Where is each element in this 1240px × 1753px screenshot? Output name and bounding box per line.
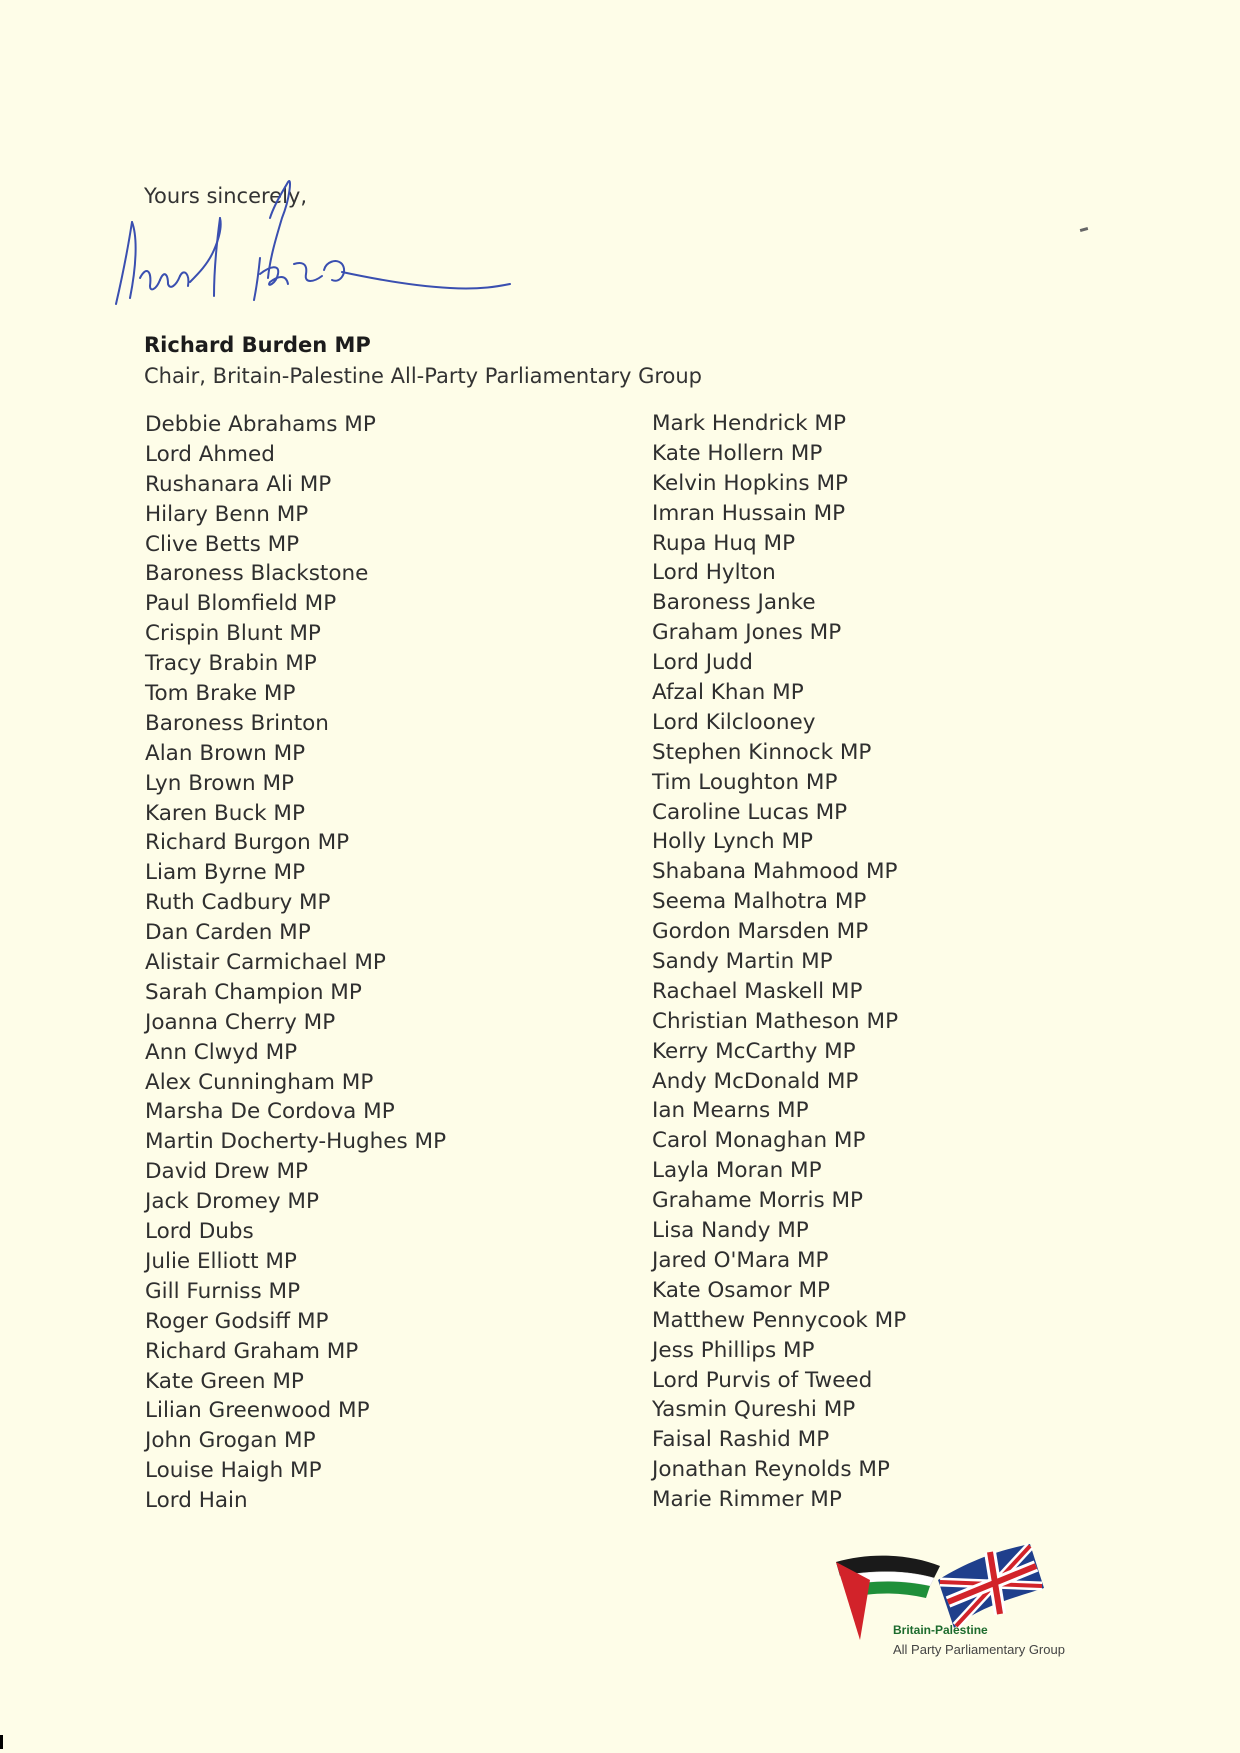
signatory-name: Paul Blomfield MP — [145, 591, 337, 617]
signatory-name: Roger Godsiff MP — [145, 1308, 329, 1334]
signatory-name: Karen Buck MP — [145, 800, 305, 826]
signatory-name: Imran Hussain MP — [652, 500, 846, 526]
signatory-name: Holly Lynch MP — [652, 829, 813, 855]
union-flag — [938, 1544, 1044, 1628]
signatory-name: Kelvin Hopkins MP — [652, 470, 848, 496]
signatory-name: Kate Hollern MP — [652, 440, 823, 466]
signatory-name: Kerry McCarthy MP — [652, 1038, 856, 1064]
signatory-name: Rushanara Ali MP — [145, 471, 332, 497]
signatory-name: Stephen Kinnock MP — [652, 739, 872, 765]
signatory-name: Carol Monaghan MP — [652, 1128, 866, 1154]
signatory-name: Crispin Blunt MP — [145, 621, 321, 647]
logo-subtitle: All Party Parliamentary Group — [893, 1642, 1065, 1657]
signatory-name: Lord Ahmed — [145, 441, 275, 467]
signatory-name: Tim Loughton MP — [652, 769, 838, 795]
signatory-name: Mark Hendrick MP — [652, 411, 846, 436]
signatory-name: Marie Rimmer MP — [652, 1487, 842, 1513]
signatories-left-column — [145, 410, 446, 1516]
signer-name: Richard Burden MP — [144, 333, 371, 357]
signatory-name: Lord Purvis of Tweed — [652, 1367, 873, 1393]
signatory-name: Tracy Brabin MP — [145, 651, 317, 677]
signatory-name: Andy McDonald MP — [652, 1068, 859, 1094]
signatory-name: Shabana Mahmood MP — [652, 859, 898, 885]
signatory-name: Christian Matheson MP — [652, 1008, 899, 1034]
handwritten-signature — [110, 178, 550, 338]
signatory-name: Lord Judd — [652, 650, 753, 676]
signatories-right-column — [652, 409, 906, 1515]
signatory-name: Louise Haigh MP — [145, 1458, 322, 1484]
signatory-name: Joanna Cherry MP — [145, 1009, 336, 1035]
signatory-name: Gordon Marsden MP — [652, 919, 869, 945]
signatory-name: Richard Burgon MP — [145, 830, 350, 856]
signatory-name: Julie Elliott MP — [145, 1248, 297, 1274]
signatory-name: Debbie Abrahams MP — [145, 412, 376, 437]
signatory-name: Sarah Champion MP — [145, 979, 362, 1005]
signatory-name: Alan Brown MP — [145, 740, 306, 766]
signatory-name: Jonathan Reynolds MP — [652, 1457, 890, 1483]
signatory-name: Tom Brake MP — [145, 681, 296, 707]
signatory-name: Lyn Brown MP — [145, 770, 295, 796]
signatory-name: Kate Green MP — [145, 1368, 304, 1394]
signatory-name: Ruth Cadbury MP — [145, 890, 331, 916]
signatory-name: Seema Malhotra MP — [652, 889, 867, 915]
signer-role: Chair, Britain-Palestine All-Party Parliamentary Group — [144, 364, 703, 388]
signatory-name: Lisa Nandy MP — [652, 1218, 809, 1244]
signatory-name: Alistair Carmichael MP — [145, 950, 386, 976]
closing-text: Yours sincerely, — [144, 184, 308, 208]
signatory-name: Rupa Huq MP — [652, 530, 796, 556]
signatory-name: Martin Docherty-Hughes MP — [145, 1129, 447, 1155]
signatory-name: Hilary Benn MP — [145, 501, 309, 527]
signatory-name: Clive Betts MP — [145, 531, 300, 557]
signatory-name: Marsha De Cordova MP — [145, 1099, 395, 1125]
signatory-name: Baroness Brinton — [145, 710, 329, 736]
signatory-name: Kate Osamor MP — [652, 1277, 830, 1303]
signatory-name: Graham Jones MP — [652, 620, 842, 646]
signatory-name: Ian Mearns MP — [652, 1098, 809, 1124]
signatory-name: Lord Kilclooney — [652, 709, 816, 735]
signatory-name: Richard Graham MP — [145, 1338, 359, 1364]
scan-edge-mark — [0, 1735, 3, 1749]
signatory-name: Grahame Morris MP — [652, 1188, 864, 1214]
signatory-name: Lilian Greenwood MP — [145, 1398, 370, 1424]
signatory-name: Jess Phillips MP — [652, 1337, 815, 1363]
signatory-name: Baroness Blackstone — [145, 561, 369, 587]
signatory-name: Jack Dromey MP — [145, 1189, 319, 1215]
signatory-name: David Drew MP — [145, 1159, 308, 1185]
signatory-name: Rachael Maskell MP — [652, 978, 863, 1004]
signatory-name: Gill Furniss MP — [145, 1278, 301, 1304]
scan-speck — [1080, 227, 1089, 232]
signatory-name: Afzal Khan MP — [652, 680, 804, 706]
signatory-name: Lord Dubs — [145, 1219, 254, 1245]
signatory-name: Baroness Janke — [652, 590, 816, 616]
signatory-name: Yasmin Qureshi MP — [652, 1397, 856, 1423]
signatory-name: Jared O'Mara MP — [652, 1247, 829, 1273]
signatory-name: Lord Hain — [145, 1488, 248, 1514]
signatory-name: John Grogan MP — [145, 1428, 316, 1454]
signatory-name: Caroline Lucas MP — [652, 799, 848, 825]
signatory-name: Faisal Rashid MP — [652, 1427, 830, 1453]
signatory-name: Lord Hylton — [652, 560, 776, 586]
signatory-name: Matthew Pennycook MP — [652, 1307, 907, 1333]
signatory-name: Sandy Martin MP — [652, 949, 833, 975]
signatory-name: Alex Cunningham MP — [145, 1069, 374, 1095]
signatory-name: Layla Moran MP — [652, 1158, 822, 1184]
signatory-name: Dan Carden MP — [145, 920, 311, 946]
logo-title: Britain-Palestine — [893, 1623, 988, 1637]
signatory-name: Ann Clwyd MP — [145, 1039, 298, 1065]
signatory-name: Liam Byrne MP — [145, 860, 306, 886]
